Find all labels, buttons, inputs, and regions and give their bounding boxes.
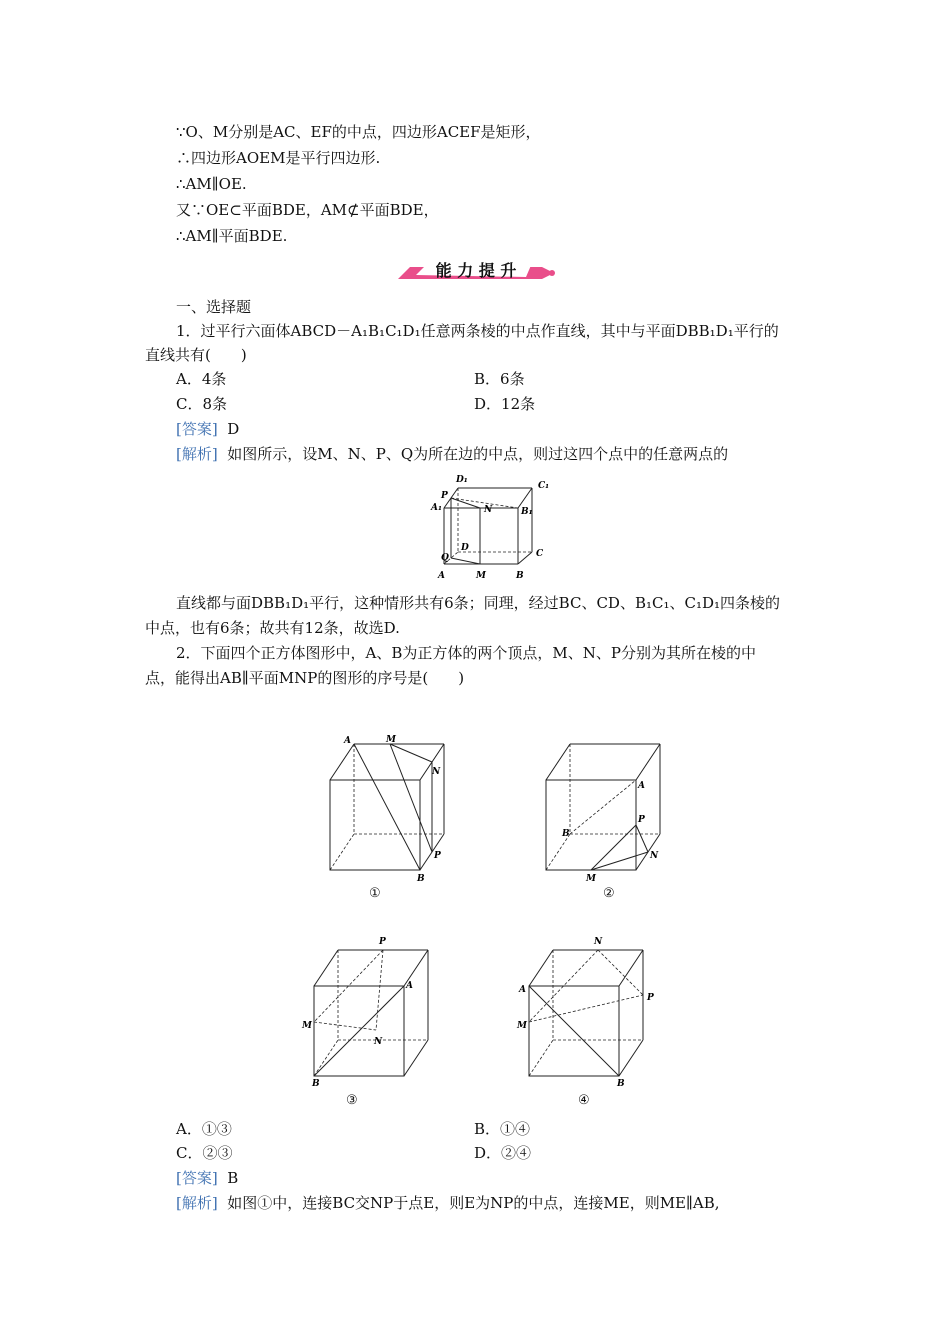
fig2-caption: ② xyxy=(603,886,615,901)
fig-label-p: P xyxy=(441,491,448,501)
fig2-label-p: P xyxy=(638,815,645,825)
analysis-tag: [解析] xyxy=(176,1194,218,1212)
fig-label-b1: B₁ xyxy=(521,507,533,517)
q1-analysis xyxy=(176,443,728,465)
cube-figure-3 xyxy=(300,930,440,1099)
fig3-label-a: A xyxy=(406,981,413,991)
fig1-label-p: P xyxy=(434,851,441,861)
fig1-caption: ① xyxy=(369,886,381,901)
fig-label-n: N xyxy=(484,505,493,515)
fig-label-c1: C₁ xyxy=(538,481,550,491)
q1-analysis-cont: 直线都与面DBB₁D₁平行，这种情形共有6条；同理，经过BC、CD、B₁C₁、C₁D₁四条棱的 xyxy=(176,594,781,612)
fig-label-d: D xyxy=(461,543,469,553)
analysis-text: 如图①中，连接BC交NP于点E，则E为NP的中点，连接ME，则ME∥AB, xyxy=(227,1194,720,1212)
proof-line-5: ∴AM∥平面BDE. xyxy=(176,227,288,245)
section-title: 一、选择题 xyxy=(176,298,252,316)
q2-option-c: C．②③ xyxy=(176,1144,233,1162)
answer-value: B xyxy=(227,1169,239,1187)
fig1-label-n: N xyxy=(432,767,441,777)
cube-figure-2 xyxy=(540,730,680,899)
analysis-text: 如图所示，设M、N、P、Q为所在边的中点，则过这四个点中的任意两点的 xyxy=(227,445,729,463)
banner-title: 能 力 提 升 xyxy=(435,261,517,280)
q1-stem-cont: 直线共有( ) xyxy=(145,346,247,364)
q2-option-b: B．①④ xyxy=(474,1120,531,1138)
fig3-label-m: M xyxy=(302,1021,312,1031)
q1-figure-parallelepiped xyxy=(428,470,558,589)
proof-line-4: 又∵OE⊂平面BDE，AM⊄平面BDE， xyxy=(176,201,439,219)
fig3-label-b: B xyxy=(312,1079,320,1089)
cube-figure-4 xyxy=(515,930,665,1099)
fig4-label-m: M xyxy=(517,1021,527,1031)
q1-option-a: A．4条 xyxy=(176,370,227,388)
q2-answer xyxy=(176,1167,238,1189)
fig-label-a1: A₁ xyxy=(431,503,442,513)
q1-option-c: C．8条 xyxy=(176,395,228,413)
fig4-label-b: B xyxy=(617,1079,625,1089)
answer-tag: [答案] xyxy=(176,1169,218,1187)
fig4-label-p: P xyxy=(647,993,654,1003)
fig1-label-a: A xyxy=(344,736,351,746)
q2-option-a: A．①③ xyxy=(176,1120,232,1138)
fig-label-c: C xyxy=(536,549,544,559)
fig-label-d1: D₁ xyxy=(456,475,468,485)
fig2-label-b: B xyxy=(562,829,570,839)
q2-stem-cont: 点，能得出AB∥平面MNP的图形的序号是( ) xyxy=(145,669,465,687)
answer-tag: [答案] xyxy=(176,420,218,438)
proof-line-1: ∵O、M分别是AC、EF的中点，四边形ACEF是矩形， xyxy=(176,123,541,141)
fig3-caption: ③ xyxy=(346,1093,358,1108)
cube-figure-1 xyxy=(320,730,460,899)
q1-option-d: D．12条 xyxy=(474,395,536,413)
fig2-label-m: M xyxy=(586,874,596,884)
q1-option-b: B．6条 xyxy=(474,370,525,388)
q1-answer xyxy=(176,418,239,440)
fig2-label-n: N xyxy=(650,851,659,861)
proof-line-3: ∴AM∥OE. xyxy=(176,175,247,193)
q2-stem: 2．下面四个正方体图形中，A、B为正方体的两个顶点，M、N、P分别为其所在棱的中 xyxy=(176,644,756,662)
fig-label-b: B xyxy=(516,571,524,581)
section-banner xyxy=(392,255,560,285)
fig4-label-n: N xyxy=(594,937,603,947)
fig4-caption: ④ xyxy=(578,1093,590,1108)
fig1-label-m: M xyxy=(386,735,396,745)
answer-value: D xyxy=(227,420,240,438)
fig-label-a: A xyxy=(438,571,445,581)
fig1-label-b: B xyxy=(417,874,425,884)
q1-stem: 1．过平行六面体ABCD－A₁B₁C₁D₁任意两条棱的中点作直线，其中与平面DBB₁D₁平行的 xyxy=(176,322,779,340)
analysis-tag: [解析] xyxy=(176,445,218,463)
q2-option-d: D．②④ xyxy=(474,1144,532,1162)
q2-analysis xyxy=(176,1192,720,1214)
q1-analysis-end: 中点，也有6条；故共有12条，故选D. xyxy=(145,619,400,637)
fig4-label-a: A xyxy=(519,985,526,995)
fig3-label-p: P xyxy=(379,937,386,947)
fig3-label-n: N xyxy=(374,1037,383,1047)
fig2-label-a: A xyxy=(638,781,645,791)
proof-line-2: ∴四边形AOEM是平行四边形. xyxy=(176,149,381,167)
fig-label-q: Q xyxy=(441,553,449,563)
fig-label-m: M xyxy=(476,571,486,581)
